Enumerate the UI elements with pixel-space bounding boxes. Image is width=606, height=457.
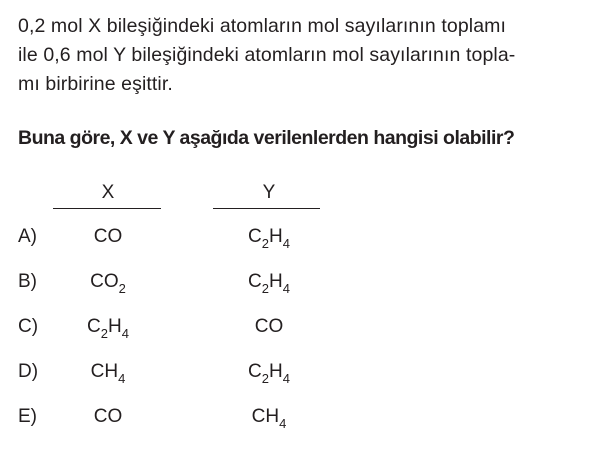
option-label: A) <box>18 226 37 247</box>
element-symbol: C <box>248 361 262 382</box>
option-label: E) <box>18 406 37 427</box>
element-symbol: H <box>269 271 283 292</box>
subscript: 2 <box>261 281 269 296</box>
element-symbol: H <box>269 361 283 382</box>
chemical-formula <box>255 313 284 341</box>
chemical-formula <box>94 223 123 251</box>
option-y-formula <box>204 268 334 296</box>
chemical-formula <box>90 268 126 296</box>
subscript: 4 <box>282 371 290 386</box>
option-y-formula <box>204 358 334 386</box>
option-x-formula <box>43 313 173 341</box>
column-underline-y <box>213 208 320 209</box>
option-x-formula <box>43 268 173 296</box>
chemical-formula <box>91 358 126 386</box>
chemical-formula <box>94 403 123 431</box>
chemical-formula <box>248 358 290 386</box>
chemical-formula <box>248 268 290 296</box>
stem-line-1: 0,2 mol X bileşiğindeki atomların mol sayılarının toplamı <box>18 15 507 37</box>
subscript: 4 <box>118 371 126 386</box>
subscript: 4 <box>282 236 290 251</box>
subscript: 2 <box>100 326 108 341</box>
option-x-formula <box>43 358 173 386</box>
column-header-x: X <box>101 182 115 203</box>
subscript: 2 <box>118 281 126 296</box>
chemical-formula <box>248 223 290 251</box>
question-stem <box>18 12 598 99</box>
subscript: 4 <box>121 326 129 341</box>
subscript: 4 <box>282 281 290 296</box>
column-underline-x <box>53 208 161 209</box>
element-symbol: CO <box>90 271 119 292</box>
stem-line-2: ile 0,6 mol Y bileşiğindeki atomların mol sayılarının topla- <box>18 44 516 66</box>
element-symbol: C <box>248 271 262 292</box>
option-y-formula <box>204 223 334 251</box>
question-prompt: Buna göre, X ve Y aşağıda verilenlerden hangisi olabilir? <box>18 127 515 149</box>
column-header-y: Y <box>262 182 276 203</box>
option-row-a[interactable] <box>0 223 606 255</box>
subscript: 2 <box>261 371 269 386</box>
option-y-formula <box>204 313 334 341</box>
stem-line-3: mı birbirine eşittir. <box>18 73 173 95</box>
option-row-b[interactable] <box>0 268 606 300</box>
option-x-formula <box>43 403 173 431</box>
element-symbol: H <box>269 226 283 247</box>
element-symbol: CO <box>93 226 123 247</box>
element-symbol: CO <box>254 316 284 337</box>
chemical-formula <box>87 313 129 341</box>
element-symbol: CH <box>90 361 119 382</box>
option-x-formula <box>43 223 173 251</box>
option-y-formula <box>204 403 334 431</box>
subscript: 4 <box>279 416 287 431</box>
element-symbol: CO <box>93 406 123 427</box>
element-symbol: CH <box>251 406 280 427</box>
option-label: D) <box>18 361 39 382</box>
element-symbol: C <box>87 316 101 337</box>
option-row-c[interactable] <box>0 313 606 345</box>
option-label: C) <box>18 316 39 337</box>
option-row-e[interactable] <box>0 403 606 435</box>
chemical-formula <box>252 403 287 431</box>
subscript: 2 <box>261 236 269 251</box>
element-symbol: C <box>248 226 262 247</box>
element-symbol: H <box>108 316 122 337</box>
option-row-d[interactable] <box>0 358 606 390</box>
option-label: B) <box>18 271 37 292</box>
